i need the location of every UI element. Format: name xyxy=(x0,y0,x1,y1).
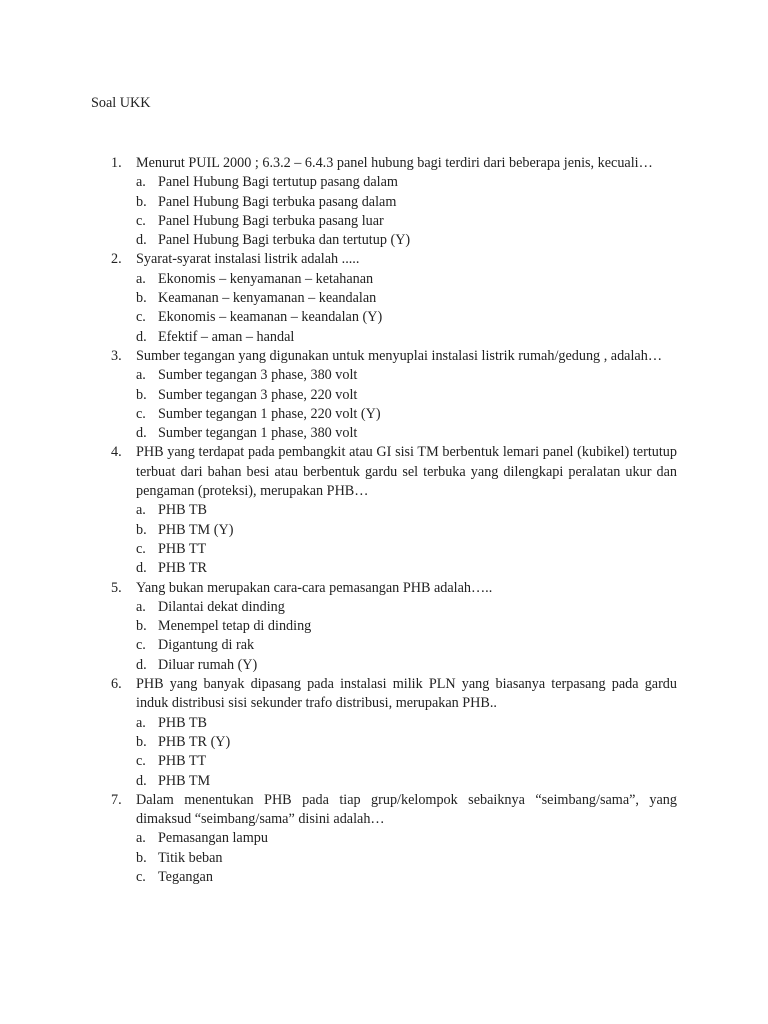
option-item xyxy=(136,733,677,752)
question-number: 5. xyxy=(111,579,122,596)
option-text: Panel Hubung Bagi terbuka dan tertutup (Y) xyxy=(158,232,411,249)
option-letter: a. xyxy=(136,270,146,287)
option-item xyxy=(136,752,677,771)
option-letter: d. xyxy=(136,772,147,789)
option-letter: a. xyxy=(136,367,146,384)
option-list xyxy=(136,366,677,443)
option-list xyxy=(136,598,677,675)
question-text: PHB yang terdapat pada pembangkit atau GI sisi TM berbentuk lemari panel (kubikel) tertutup terbuat dari bahan besi atau berbentuk gardu sel terbuka yang dilengkapi peralatan ukur dan pengaman (proteksi), merupakan PHB… xyxy=(136,444,677,500)
option-item xyxy=(136,289,677,308)
option-letter: c. xyxy=(136,868,146,885)
question-number: 4. xyxy=(111,444,122,461)
option-list xyxy=(136,829,677,887)
option-text: Ekonomis – kenyamanan – ketahanan xyxy=(158,270,374,287)
option-item xyxy=(136,308,677,327)
document-title: Soal UKK xyxy=(91,95,151,111)
option-item xyxy=(136,270,677,289)
question-number: 6. xyxy=(111,676,122,693)
option-letter: d. xyxy=(136,656,147,673)
option-letter: c. xyxy=(136,637,146,654)
option-text: PHB TR xyxy=(158,560,208,577)
option-letter: b. xyxy=(136,193,147,210)
option-text: Sumber tegangan 3 phase, 380 volt xyxy=(158,367,358,384)
option-text: Sumber tegangan 1 phase, 220 volt (Y) xyxy=(158,405,381,422)
option-letter: c. xyxy=(136,212,146,229)
option-letter: b. xyxy=(136,849,147,866)
option-item xyxy=(136,521,677,540)
option-text: Diluar rumah (Y) xyxy=(158,656,258,673)
option-text: Pemasangan lampu xyxy=(158,830,268,847)
option-text: Menempel tetap di dinding xyxy=(158,618,312,635)
option-list xyxy=(136,270,677,347)
question-text: Yang bukan merupakan cara-cara pemasangan PHB adalah….. xyxy=(136,579,493,596)
option-item xyxy=(136,829,677,848)
option-letter: d. xyxy=(136,560,147,577)
question-text: Menurut PUIL 2000 ; 6.3.2 – 6.4.3 panel hubung bagi terdiri dari beberapa jenis, kecuali… xyxy=(136,155,653,171)
option-letter: c. xyxy=(136,540,146,557)
question-item xyxy=(111,250,677,346)
option-item xyxy=(136,617,677,636)
option-letter: a. xyxy=(136,830,146,847)
question-text: Sumber tegangan yang digunakan untuk menyuplai instalasi listrik rumah/gedung , adalah… xyxy=(136,347,663,364)
question-text: Dalam menentukan PHB pada tiap grup/kelompok sebaiknya “seimbang/sama”, yang dimaksud “seimbang/sama” disini adalah… xyxy=(136,791,677,828)
option-item xyxy=(136,193,677,212)
option-item xyxy=(136,231,677,250)
option-text: Sumber tegangan 3 phase, 220 volt xyxy=(158,386,358,403)
option-item xyxy=(136,212,677,231)
question-item xyxy=(111,443,677,578)
question-list xyxy=(111,154,677,887)
question-item xyxy=(111,675,677,791)
option-text: PHB TM xyxy=(158,772,211,789)
option-text: Tegangan xyxy=(158,868,213,885)
option-letter: a. xyxy=(136,714,146,731)
option-item xyxy=(136,849,677,868)
question-number: 3. xyxy=(111,347,122,364)
question-item xyxy=(111,347,677,443)
option-list xyxy=(136,714,677,791)
option-item xyxy=(136,405,677,424)
option-letter: d. xyxy=(136,425,147,442)
question-text: PHB yang banyak dipasang pada instalasi milik PLN yang biasanya terpasang pada gardu induk distribusi sisi sekunder trafo distribusi, merupakan PHB.. xyxy=(136,676,677,712)
option-letter: b. xyxy=(136,618,147,635)
option-letter: a. xyxy=(136,502,146,519)
option-letter: b. xyxy=(136,733,147,750)
option-text: Dilantai dekat dinding xyxy=(158,598,285,615)
option-item xyxy=(136,772,677,791)
option-item xyxy=(136,598,677,617)
option-item xyxy=(136,714,677,733)
option-text: Panel Hubung Bagi tertutup pasang dalam xyxy=(158,174,398,191)
option-item xyxy=(136,424,677,443)
question-number: 2. xyxy=(111,251,122,268)
option-list xyxy=(136,173,677,250)
option-text: PHB TR (Y) xyxy=(158,733,231,750)
option-letter: c. xyxy=(136,405,146,422)
question-item xyxy=(111,579,677,675)
option-text: Efektif – aman – handal xyxy=(158,328,295,345)
option-text: Digantung di rak xyxy=(158,637,255,654)
option-letter: d. xyxy=(136,328,147,345)
option-text: PHB TT xyxy=(158,540,207,557)
option-text: PHB TM (Y) xyxy=(158,521,234,538)
option-letter: b. xyxy=(136,521,147,538)
option-text: Keamanan – kenyamanan – keandalan xyxy=(158,290,377,307)
option-item xyxy=(136,656,677,675)
option-text: Titik beban xyxy=(158,849,223,866)
option-letter: c. xyxy=(136,309,146,326)
option-text: Ekonomis – keamanan – keandalan (Y) xyxy=(158,309,383,326)
option-letter: a. xyxy=(136,598,146,615)
option-letter: a. xyxy=(136,174,146,191)
question-text: Syarat-syarat instalasi listrik adalah ..... xyxy=(136,251,360,268)
option-text: Sumber tegangan 1 phase, 380 volt xyxy=(158,425,358,442)
option-list xyxy=(136,501,677,578)
option-item xyxy=(136,559,677,578)
option-letter: b. xyxy=(136,386,147,403)
option-letter: d. xyxy=(136,232,147,249)
option-item xyxy=(136,386,677,405)
option-item xyxy=(136,540,677,559)
option-letter: b. xyxy=(136,290,147,307)
option-text: Panel Hubung Bagi terbuka pasang dalam xyxy=(158,193,397,210)
option-text: PHB TB xyxy=(158,502,208,519)
option-item xyxy=(136,868,677,887)
option-item xyxy=(136,636,677,655)
question-item xyxy=(111,791,677,887)
option-text: Panel Hubung Bagi terbuka pasang luar xyxy=(158,212,384,229)
option-item xyxy=(136,328,677,347)
question-number: 7. xyxy=(111,791,122,808)
question-item xyxy=(111,154,677,250)
question-number: 1. xyxy=(111,155,122,171)
option-text: PHB TB xyxy=(158,714,208,731)
option-letter: c. xyxy=(136,753,146,770)
option-item xyxy=(136,173,677,192)
option-text: PHB TT xyxy=(158,753,207,770)
option-item xyxy=(136,501,677,520)
option-item xyxy=(136,366,677,385)
